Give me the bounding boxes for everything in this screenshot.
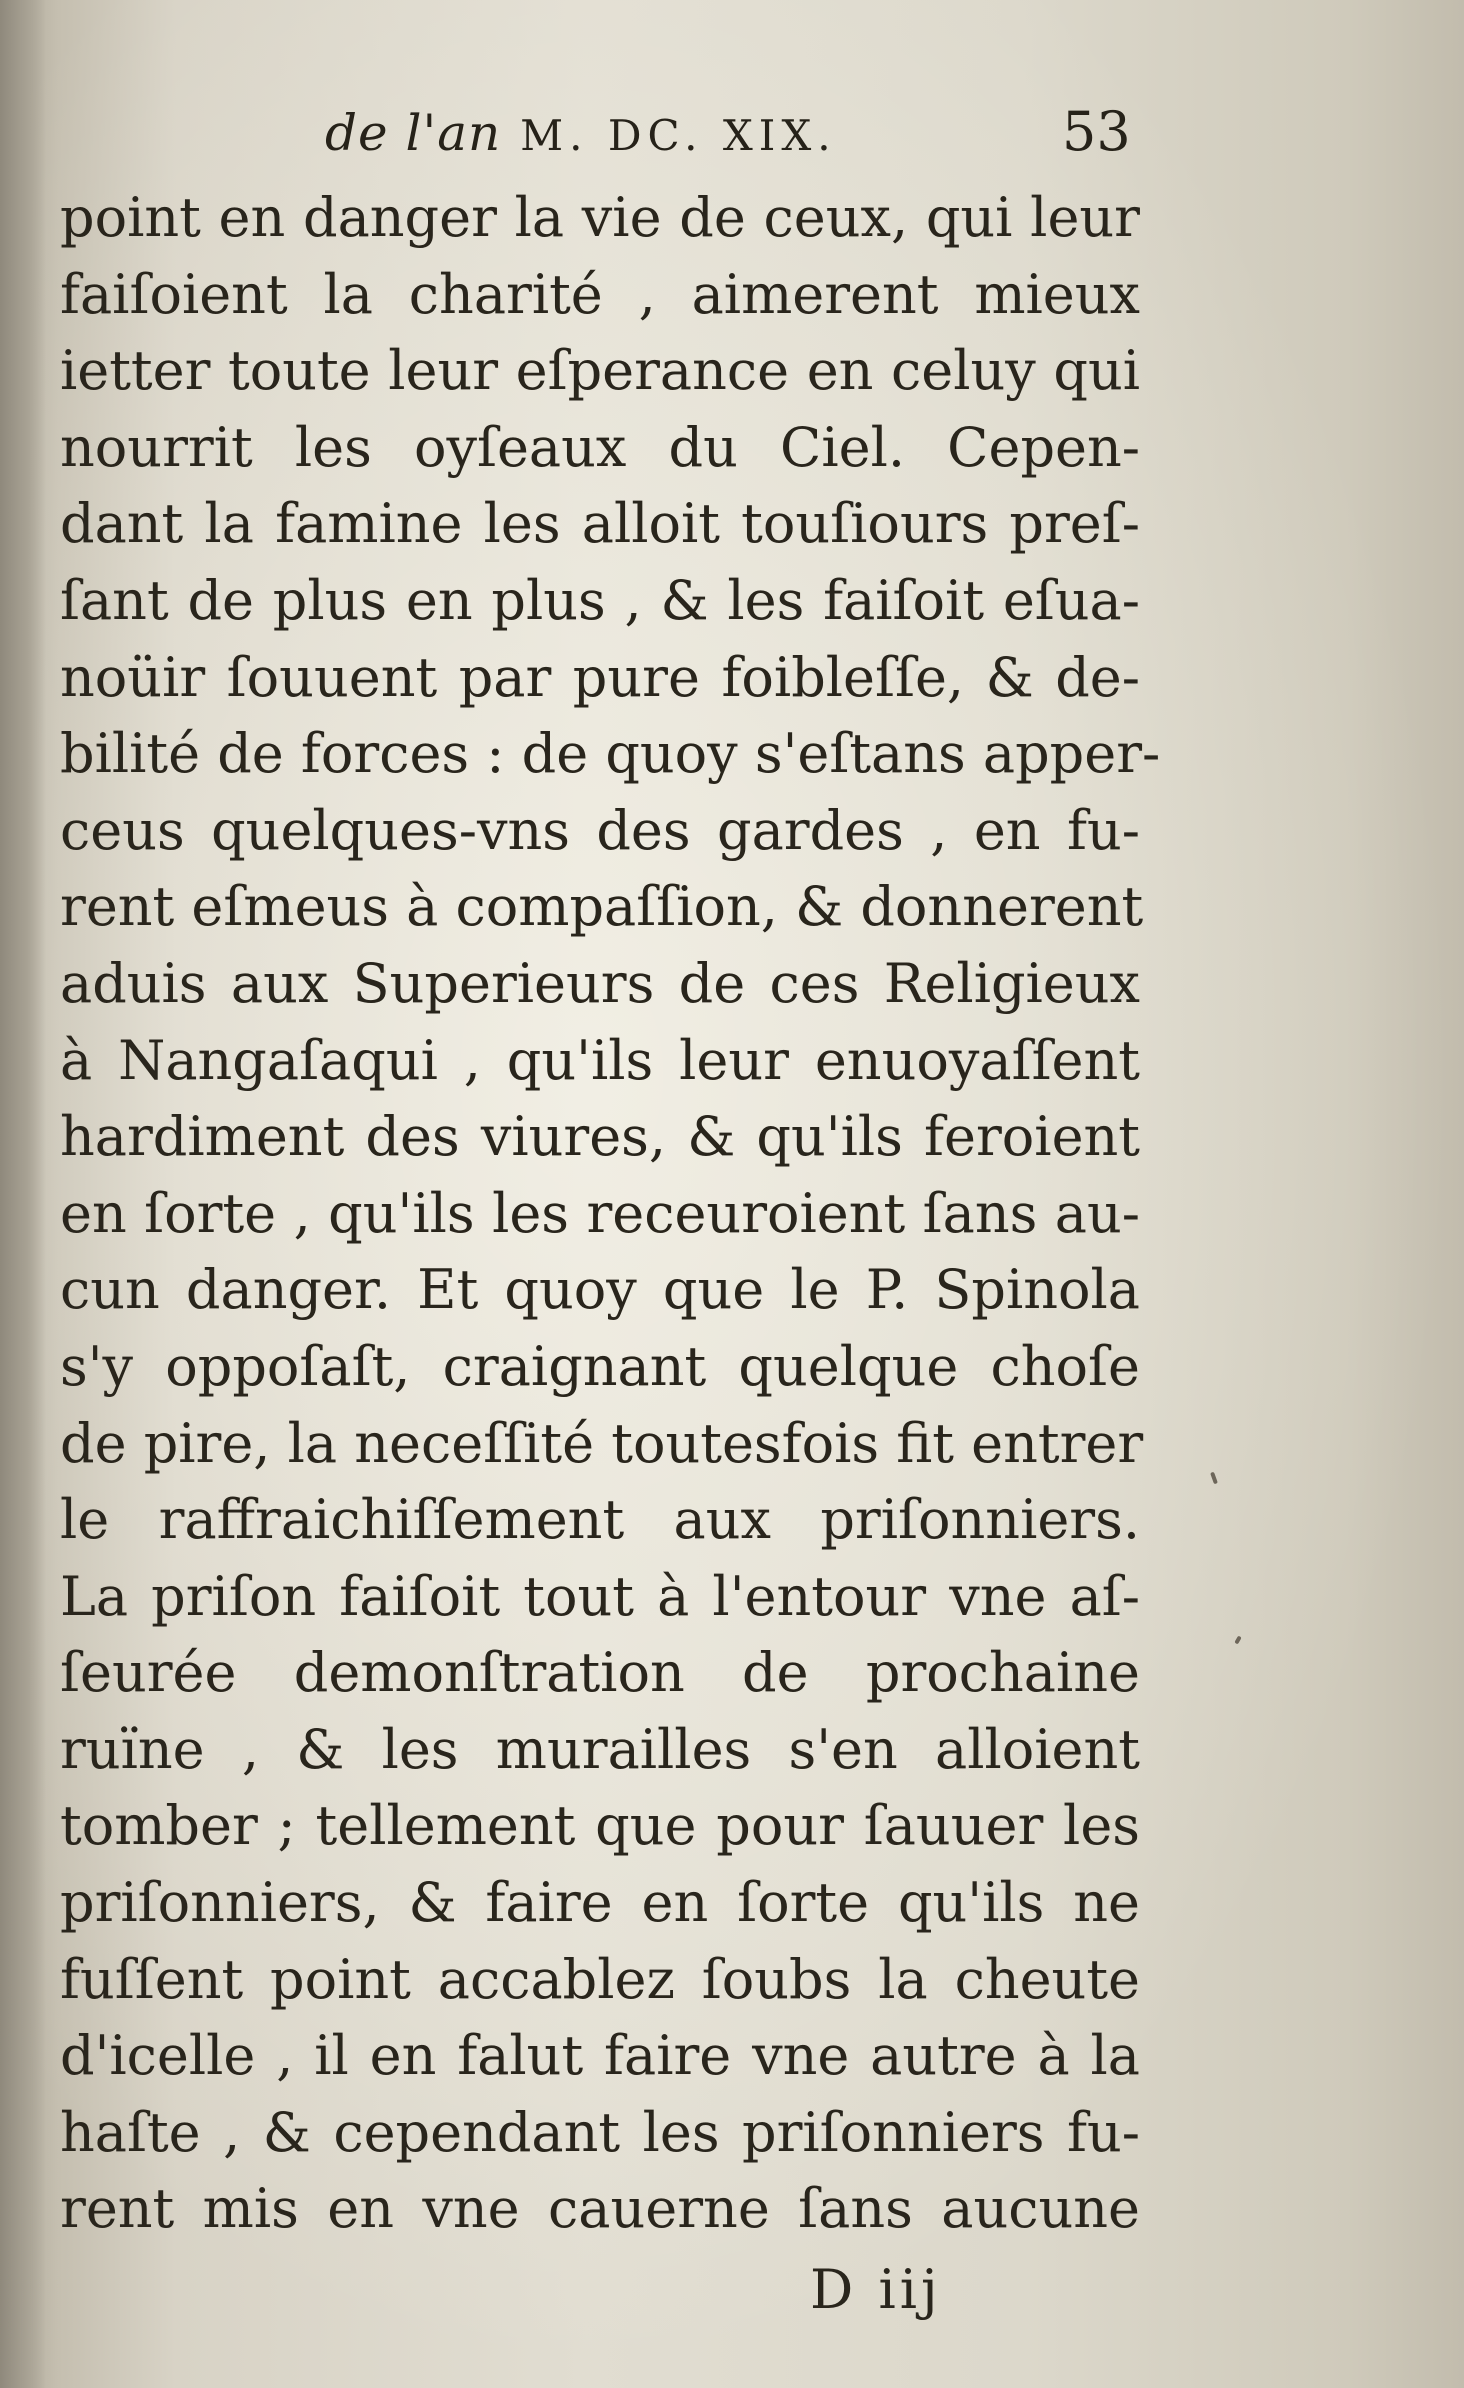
text-line: ceus quelques-vns des gardes , en fu- [60, 798, 1140, 862]
text-line: nourrit les oyſeaux du Ciel. Cepen- [60, 415, 1140, 479]
running-title-year: M. DC. XIX. [520, 111, 837, 160]
text-line: à Nangaſaqui , qu'ils leur enuoyaſſent [60, 1028, 1140, 1092]
text-line: ietter toute leur eſperance en celuy qui [60, 339, 1140, 403]
text-line: tomber ; tellement que pour ſauuer les [60, 1794, 1140, 1858]
text-line: haſte , & cependant les priſonniers fu- [60, 2100, 1140, 2164]
text-line: dant la famine les alloit touſiours preſ- [60, 492, 1140, 556]
running-title-italic: de l'an [325, 104, 502, 162]
paper-speck [1234, 1636, 1241, 1645]
text-line: d'icelle , il en falut faire vne autre à la [60, 2024, 1140, 2088]
text-line: ruïne , & les murailles s'en alloient [60, 1717, 1140, 1781]
page-number: 53 [1062, 100, 1131, 163]
body-text [60, 180, 1161, 2248]
text-line: point en danger la vie de ceux, qui leur [60, 186, 1140, 249]
text-line: ſant de plus en plus , & les faiſoit eſua- [60, 568, 1140, 632]
text-line: bilité de forces : de quoy s'eſtans apper- [60, 722, 1161, 786]
text-line: rent eſmeus à compaſſion, & donnerent [60, 875, 1144, 939]
text-line: le raffraichiſſement aux priſonniers. [60, 1488, 1140, 1552]
text-line: de pire, la neceſſité toutesfois fit entrer [60, 1411, 1144, 1475]
text-line: La priſon faiſoit tout à l'entour vne aſ- [60, 1564, 1140, 1628]
running-title [325, 104, 837, 162]
text-line: priſonniers, & faire en ſorte qu'ils ne [60, 1871, 1140, 1935]
paper-speck [1210, 1472, 1218, 1485]
page-gutter-shadow [0, 0, 46, 2388]
text-line: noüir ſouuent par pure foibleſſe, & de- [60, 645, 1140, 709]
text-line: faiſoient la charité , aimerent mieux [60, 262, 1140, 326]
text-line: rent mis en vne cauerne ſans aucune [60, 2177, 1140, 2241]
text-line: s'y oppoſaſt, craignant quelque choſe [60, 1334, 1140, 1398]
text-line: ſeurée demonſtration de prochaine [60, 1641, 1140, 1705]
text-line: hardiment des viures, & qu'ils feroient [60, 1105, 1140, 1169]
text-line: en ſorte , qu'ils les receuroient ſans au- [60, 1181, 1140, 1245]
signature-mark: D iij [810, 2258, 942, 2321]
text-line: cun danger. Et quoy que le P. Spinola [60, 1258, 1140, 1322]
text-line: aduis aux Superieurs de ces Religieux [60, 951, 1140, 1015]
text-line: fuſſent point accablez ſoubs la cheute [60, 1947, 1140, 2011]
page-header [0, 100, 1464, 180]
